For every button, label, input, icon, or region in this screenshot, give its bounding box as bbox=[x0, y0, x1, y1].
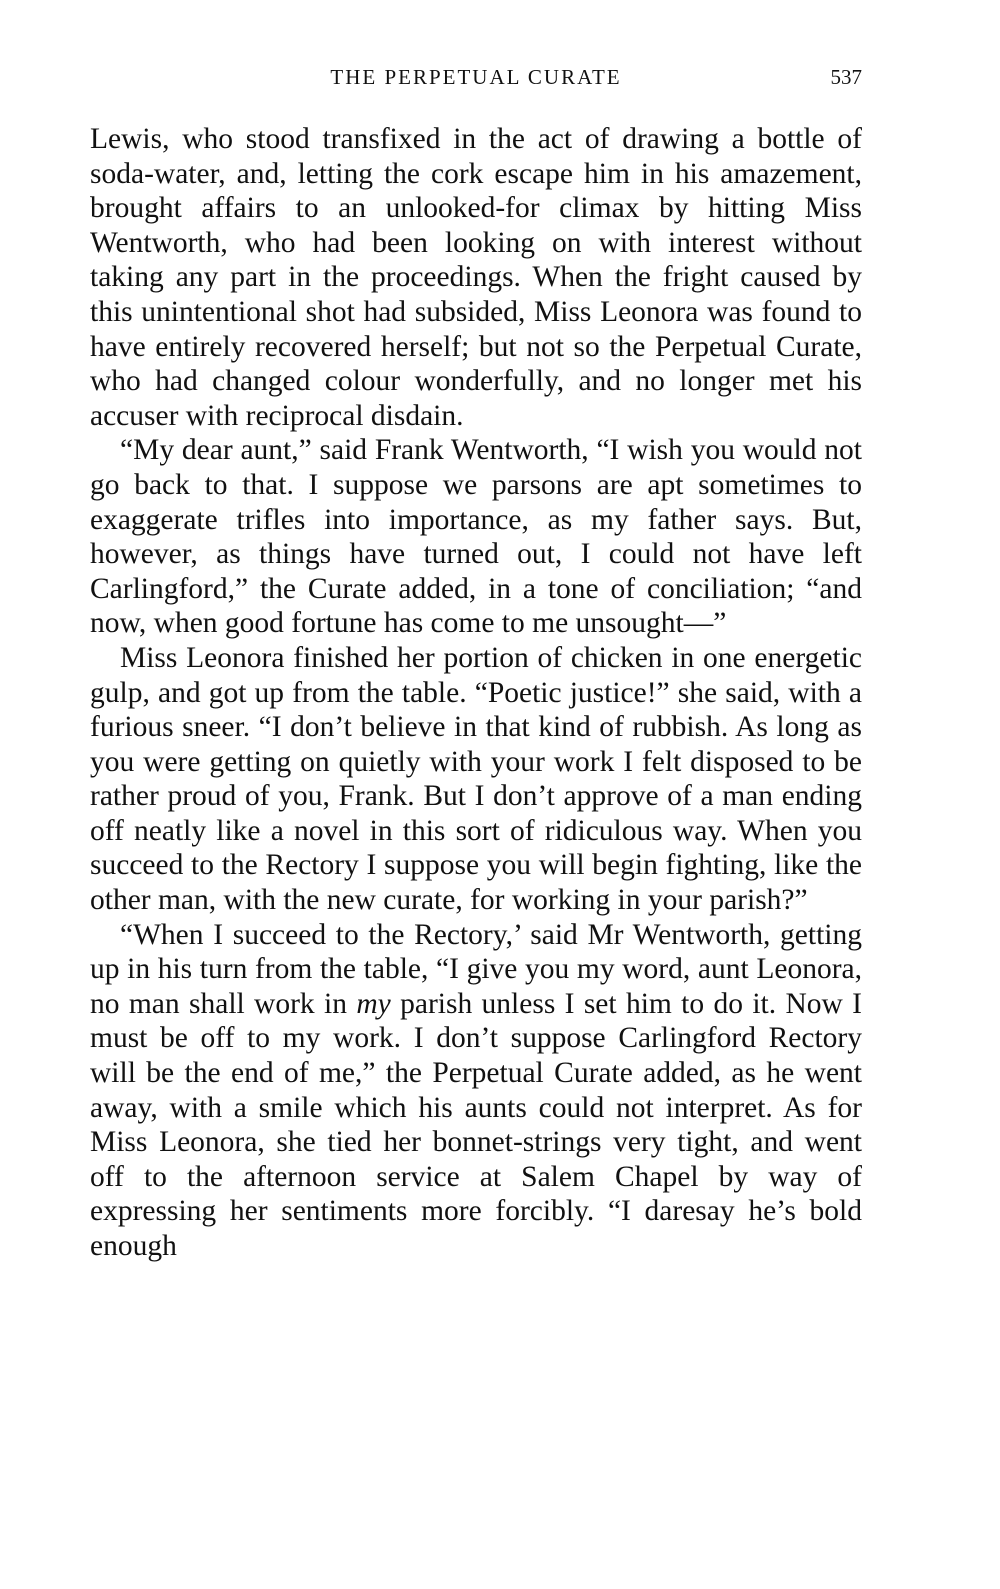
paragraph-4 bbox=[90, 918, 862, 1264]
paragraph-2: “My dear aunt,” said Frank Wentworth, “I wish you would not go back to that. I suppose we parsons are apt sometimes to exaggerate trifles into importance, as my father says. But, however, as things have turned out, I could not have left Carlingford,” the Curate added, in a tone of conciliation; “and now, when good fortune has come to me unsought—” bbox=[90, 434, 862, 640]
paragraph-1: Lewis, who stood transfixed in the act of drawing a bottle of soda-water, and, letting the cork escape him in his amazement, brought affairs to an unlooked-for climax by hitting Miss Wentworth, who had been looking on with interest without taking any part in the proceedings. When the fright caused by this unintentional shot had subsided, Miss Leonora was found to have entirely recovered herself; but not so the Perpetual Curate, who had changed colour wonderfully, and no longer met his accuser with reciprocal disdain. bbox=[90, 123, 862, 432]
paragraph-4-before: “When I succeed to the Rectory,’ said Mr Wentworth, getting up in his turn from the table, “I give you my word, aunt Leonora, no man shall work in bbox=[90, 918, 862, 1020]
body-text bbox=[90, 122, 862, 1264]
running-header bbox=[90, 62, 862, 92]
page-number: 537 bbox=[830, 65, 862, 89]
paragraph-3: Miss Leonora finished her portion of chicken in one energetic gulp, and got up from the table. “Poetic justice!” she said, with a furious sneer. “I don’t believe in that kind of rubbish. As long as you were getting on quietly with your work I felt disposed to be rather proud of you, Frank. But I don’t approve of a man ending off neatly like a novel in this sort of ridiculous way. When you succeed to the Rectory I suppose you will begin fighting, like the other man, with the new curate, for working in your parish?” bbox=[90, 641, 862, 917]
running-title: THE PERPETUAL CURATE bbox=[330, 65, 622, 89]
paragraph-4-emphasis: my bbox=[356, 987, 391, 1020]
paragraph-4-after: parish unless I set him to do it. Now I must be off to my work. I don’t suppose Carlingford Rectory will be the end of me,” the Perpetual Curate added, as he went away, with a smile which his aunts could not interpret. As for Miss Leonora, she tied her bonnet-strings very tight, and went off to the afternoon service at Salem Chapel by way of expressing her sentiments more forcibly. “I daresay he’s bold enough bbox=[90, 987, 862, 1262]
